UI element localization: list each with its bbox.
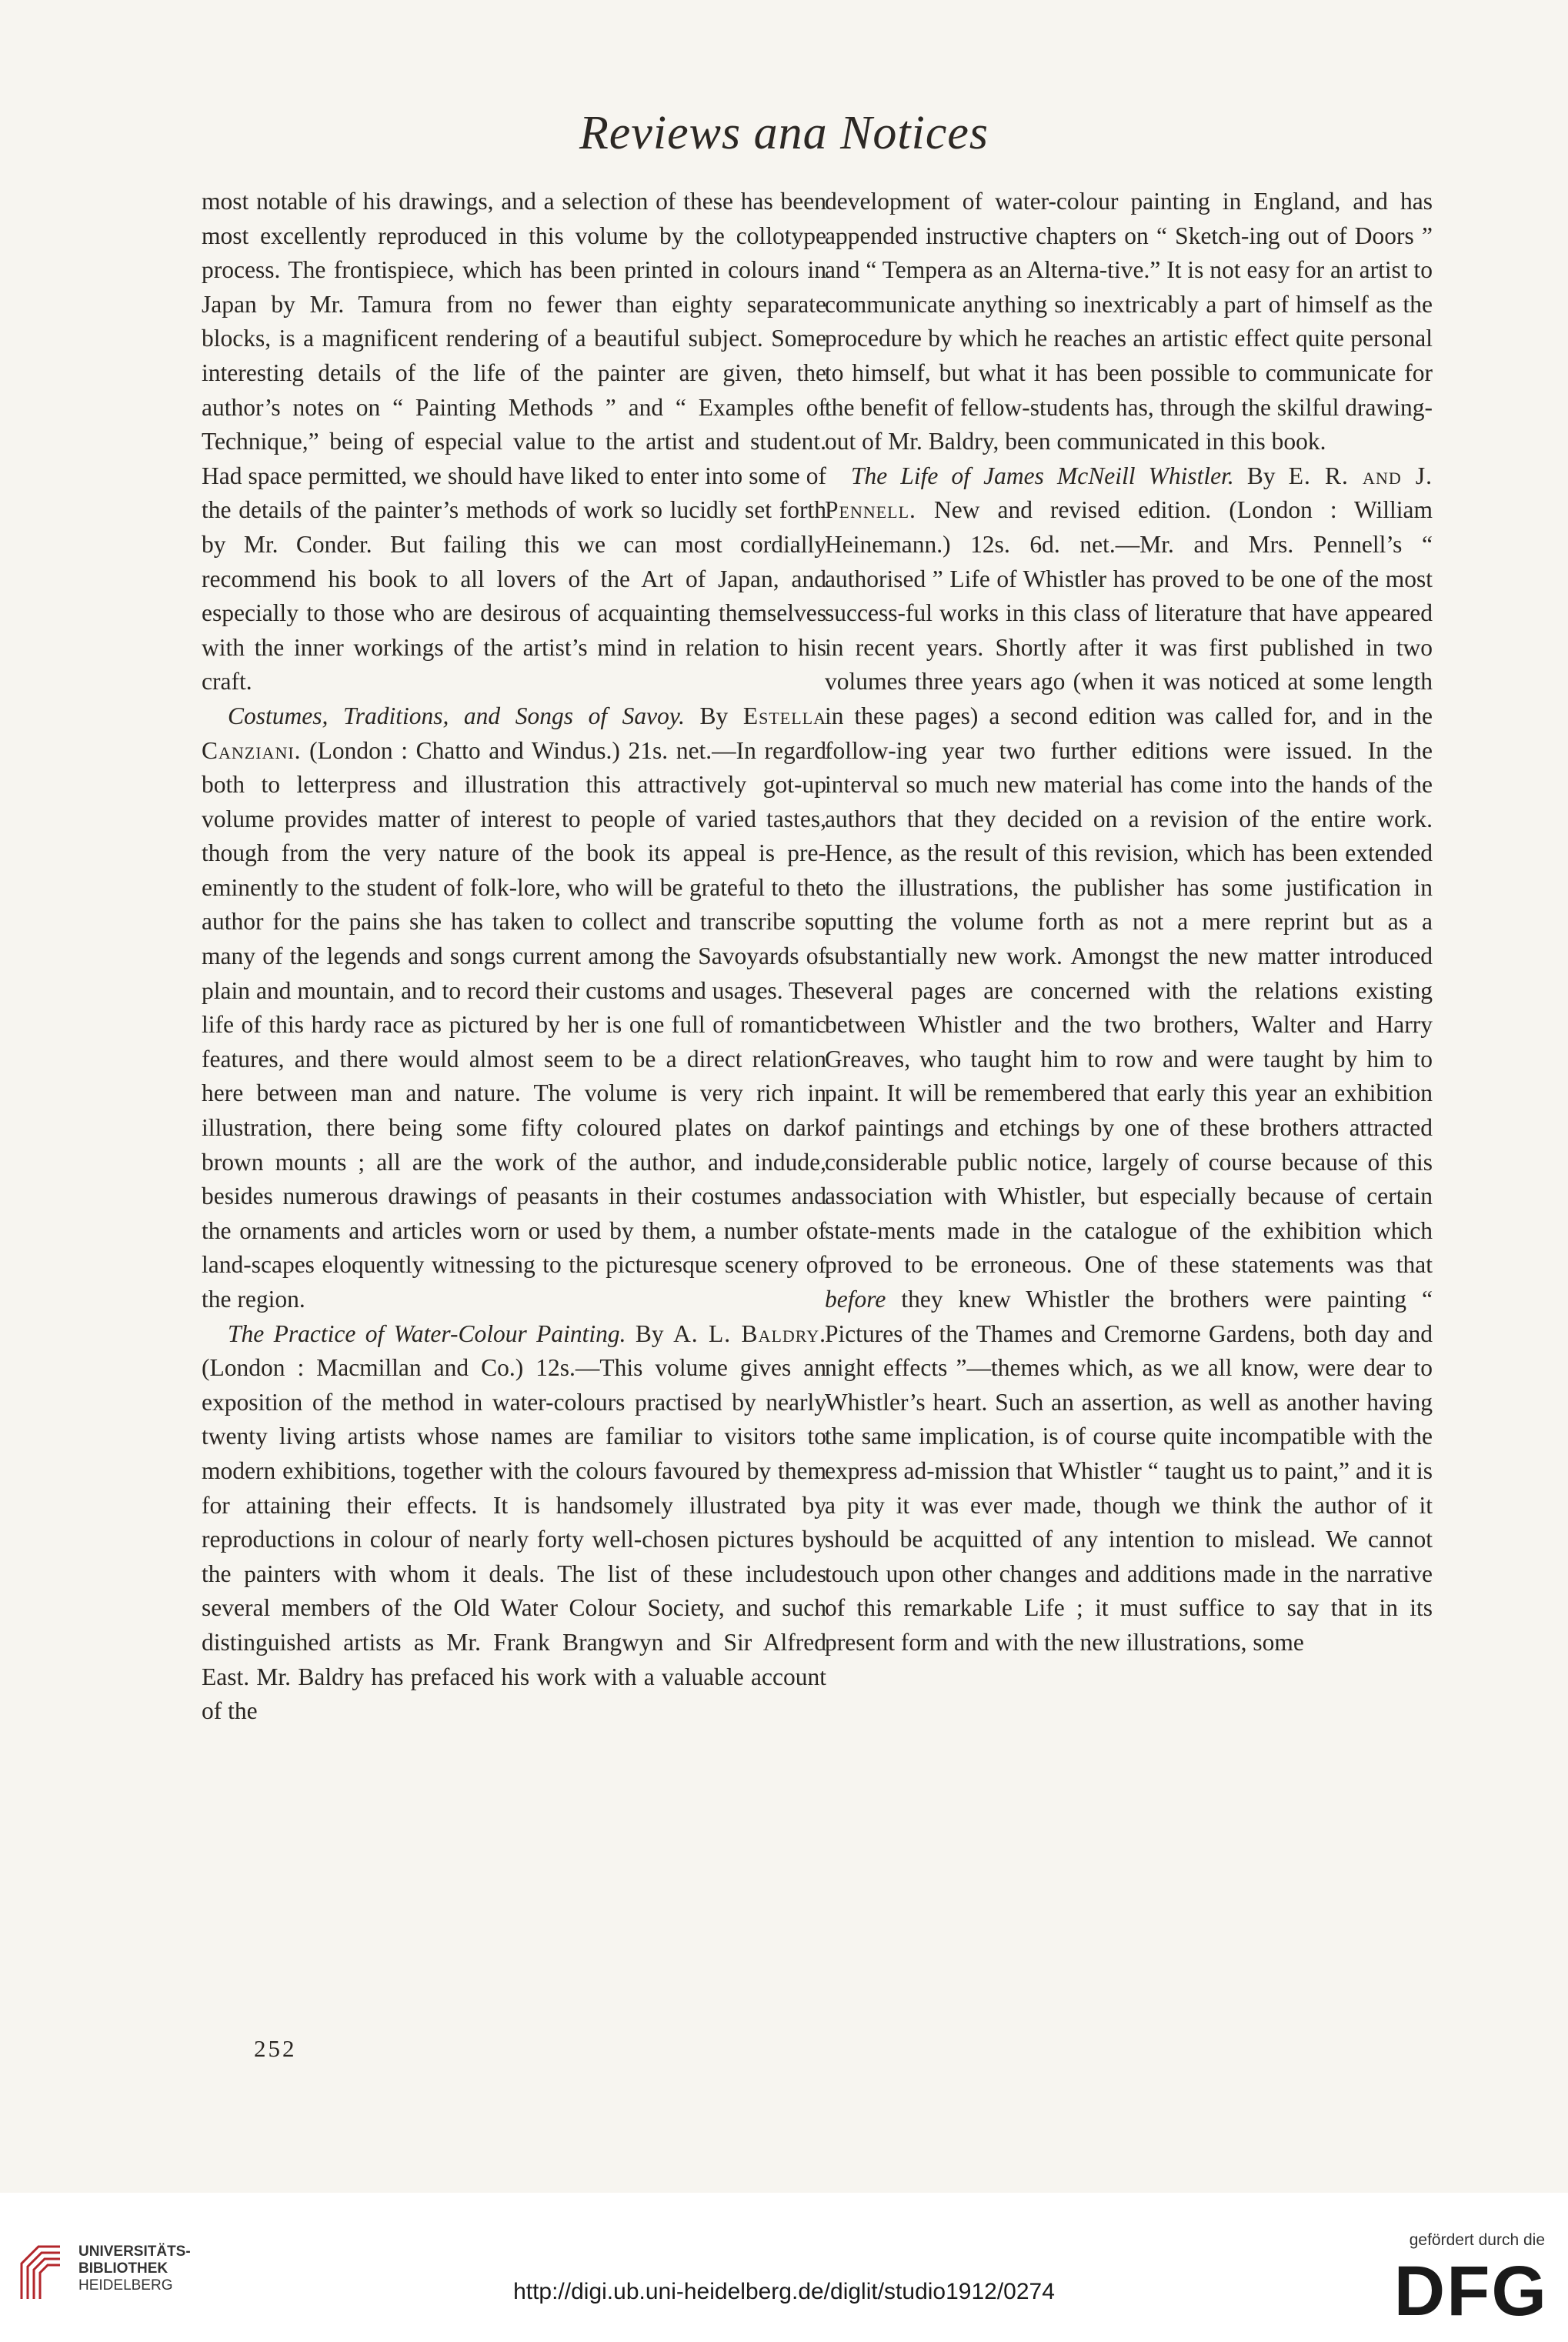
running-head: Reviews ana Notices — [579, 107, 989, 159]
right-paragraph-1: development of water-colour painting in England, and has appended instructive chapters on “ Sketch-ing out of Doors ” and “ Tempera as an Alterna-tive.” It is not easy for an artist to communicate anything so inextricably a part of himself as the procedure by which he reaches an artistic effect quite personal to himself, but what it has been possible to communicate for the benefit of fellow-students has, through the skilful drawing-out of Mr. Baldry, been communicated in this book. — [825, 188, 1433, 455]
right-column — [825, 185, 1433, 1660]
book-title-water-colour: The Practice of Water-Colour Painting. — [228, 1319, 626, 1347]
review-body-whistler-a: New and revised edition. (London : William Heinemann.) 12s. 6d. net.—Mr. and Mrs. Pennell’s “ authorised ” Life of Whistler has proved to be one of the most success-ful works in this class of literature that have appeared in recent years. Shortly after it was first published in two volumes three years ago (when it was noticed at some length in these pages) a second edition was called for, and in the follow-ing year two further editions were issued. In the interval so much new material has come into the hands of the authors that they decided on a revision of the entire work. Hence, as the result of this revision, which has been extended to the illustrations, the publisher has some justification in putting the volume forth as not a mere reprint but as a substantially new work. Amongst the new matter introduced several pages are concerned with the relations existing between Whistler and the two brothers, Walter and Harry Greaves, who taught him to row and were taught by him to paint. It will be remembered that early this year an exhibition of paintings and etchings by one of these brothers attracted considerable public notice, largely of course because of this association with Whistler, but especially because of certain state-ments made in the catalogue of the exhibition which proved to be erroneous. One of these statements was that — [825, 496, 1433, 1279]
dfg-logo: DFG — [1393, 2252, 1548, 2330]
author-baldry: A. L. Baldry. — [673, 1319, 826, 1347]
by-text: By — [1233, 462, 1289, 489]
left-column — [202, 185, 826, 1729]
left-paragraph-3 — [202, 1317, 826, 1729]
library-line-1: UNIVERSITÄTS- — [78, 2244, 191, 2260]
by-text: By — [684, 702, 743, 729]
review-body-costumes: (London : Chatto and Windus.) 21s. net.—In regard both to letterpress and illustration this attractively got-up volume provides matter of interest to people of varied tastes, though from the very nature of the book its appeal is pre-eminently to the student of folk-lore, who will be grateful to the author for the pains she has taken to collect and transcribe so many of the legends and songs current among the Savoyards of plain and mountain, and to record their customs and usages. The life of this hardy race as pictured by her is one full of romantic features, and there would almost seem to be a direct relation here between man and nature. The volume is very rich in illustration, there being some fifty coloured plates on dark brown mounts ; all are the work of the author, and indude, besides numerous drawings of peasants in their costumes and the ornaments and articles worn or used by them, a number of land-scapes eloquently witnessing to the picturesque scenery of the region. — [202, 736, 826, 1313]
author-canziani: Estella Canziani. — [202, 702, 826, 764]
library-line-2: BIBLIOTHEK — [78, 2260, 168, 2277]
left-paragraph-2 — [202, 699, 826, 1317]
funding-caption: gefördert durch die — [1409, 2231, 1545, 2249]
author-pennell: E. R. and J. Pennell. — [825, 462, 1433, 524]
review-body-whistler-b: they knew Whistler the brothers were painting “ Pictures of the Thames and Cremorne Gardens, both day and night effects ”—themes which, as we all know, were dear to Whistler’s heart. Such an assertion, as well as another having the same implication, is of course quite incompatible with the express ad-mission that Whistler “ taught us to paint,” and it is a pity it was ever made, though we think the author of it should be acquitted of any intention to mislead. We cannot touch upon other changes and additions made in the narrative of this remarkable Life ; it must suffice to say that in its present form and with the new illustrations, some — [825, 1286, 1433, 1656]
book-title-whistler: The Life of James McNeill Whistler. — [851, 462, 1234, 489]
left-paragraph-1: most notable of his drawings, and a selection of these has been most excellently reproduced in this volume by the collotype process. The frontispiece, which has been printed in colours in Japan by Mr. Tamura from no fewer than eighty separate blocks, is a magnificent rendering of a beautiful subject. Some interesting details of the life of the painter are given, the author’s notes on “ Painting Methods ” and “ Examples of Technique,” being of especial value to the artist and student. Had space permitted, we should have liked to enter into some of the details of the painter’s methods of work so lucidly set forth by Mr. Conder. But failing this we can most cordially recommend his book to all lovers of the Art of Japan, and especially to those who are desirous of acquainting themselves with the inner workings of the artist’s mind in relation to his craft. — [202, 188, 826, 696]
book-title-costumes: Costumes, Traditions, and Songs of Savoy. — [228, 702, 685, 729]
by-text: By — [626, 1319, 674, 1347]
page-number: 252 — [254, 2035, 297, 2062]
library-line-3: HEIDELBERG — [78, 2277, 173, 2294]
review-body-water-colour: (London : Macmillan and Co.) 12s.—This volume gives an exposition of the method in water-colours practised by nearly twenty living artists whose names are familiar to visitors to modern exhibitions, together with the colours favoured by them for attaining their effects. It is handsomely illustrated by reproductions in colour of nearly forty well-chosen pictures by the painters with whom it deals. The list of these includes several members of the Old Water Colour Society, and such distinguished artists as Mr. Frank Brangwyn and Sir Alfred East. Mr. Baldry has prefaced his work with a valuable account of the — [202, 1354, 826, 1725]
source-url-link[interactable]: http://digi.ub.uni-heidelberg.de/diglit/studio1912/0274 — [513, 2279, 1055, 2304]
emphasis-before: before — [825, 1286, 886, 1313]
digitization-footer — [0, 2193, 1568, 2342]
right-paragraph-2 — [825, 459, 1433, 1660]
